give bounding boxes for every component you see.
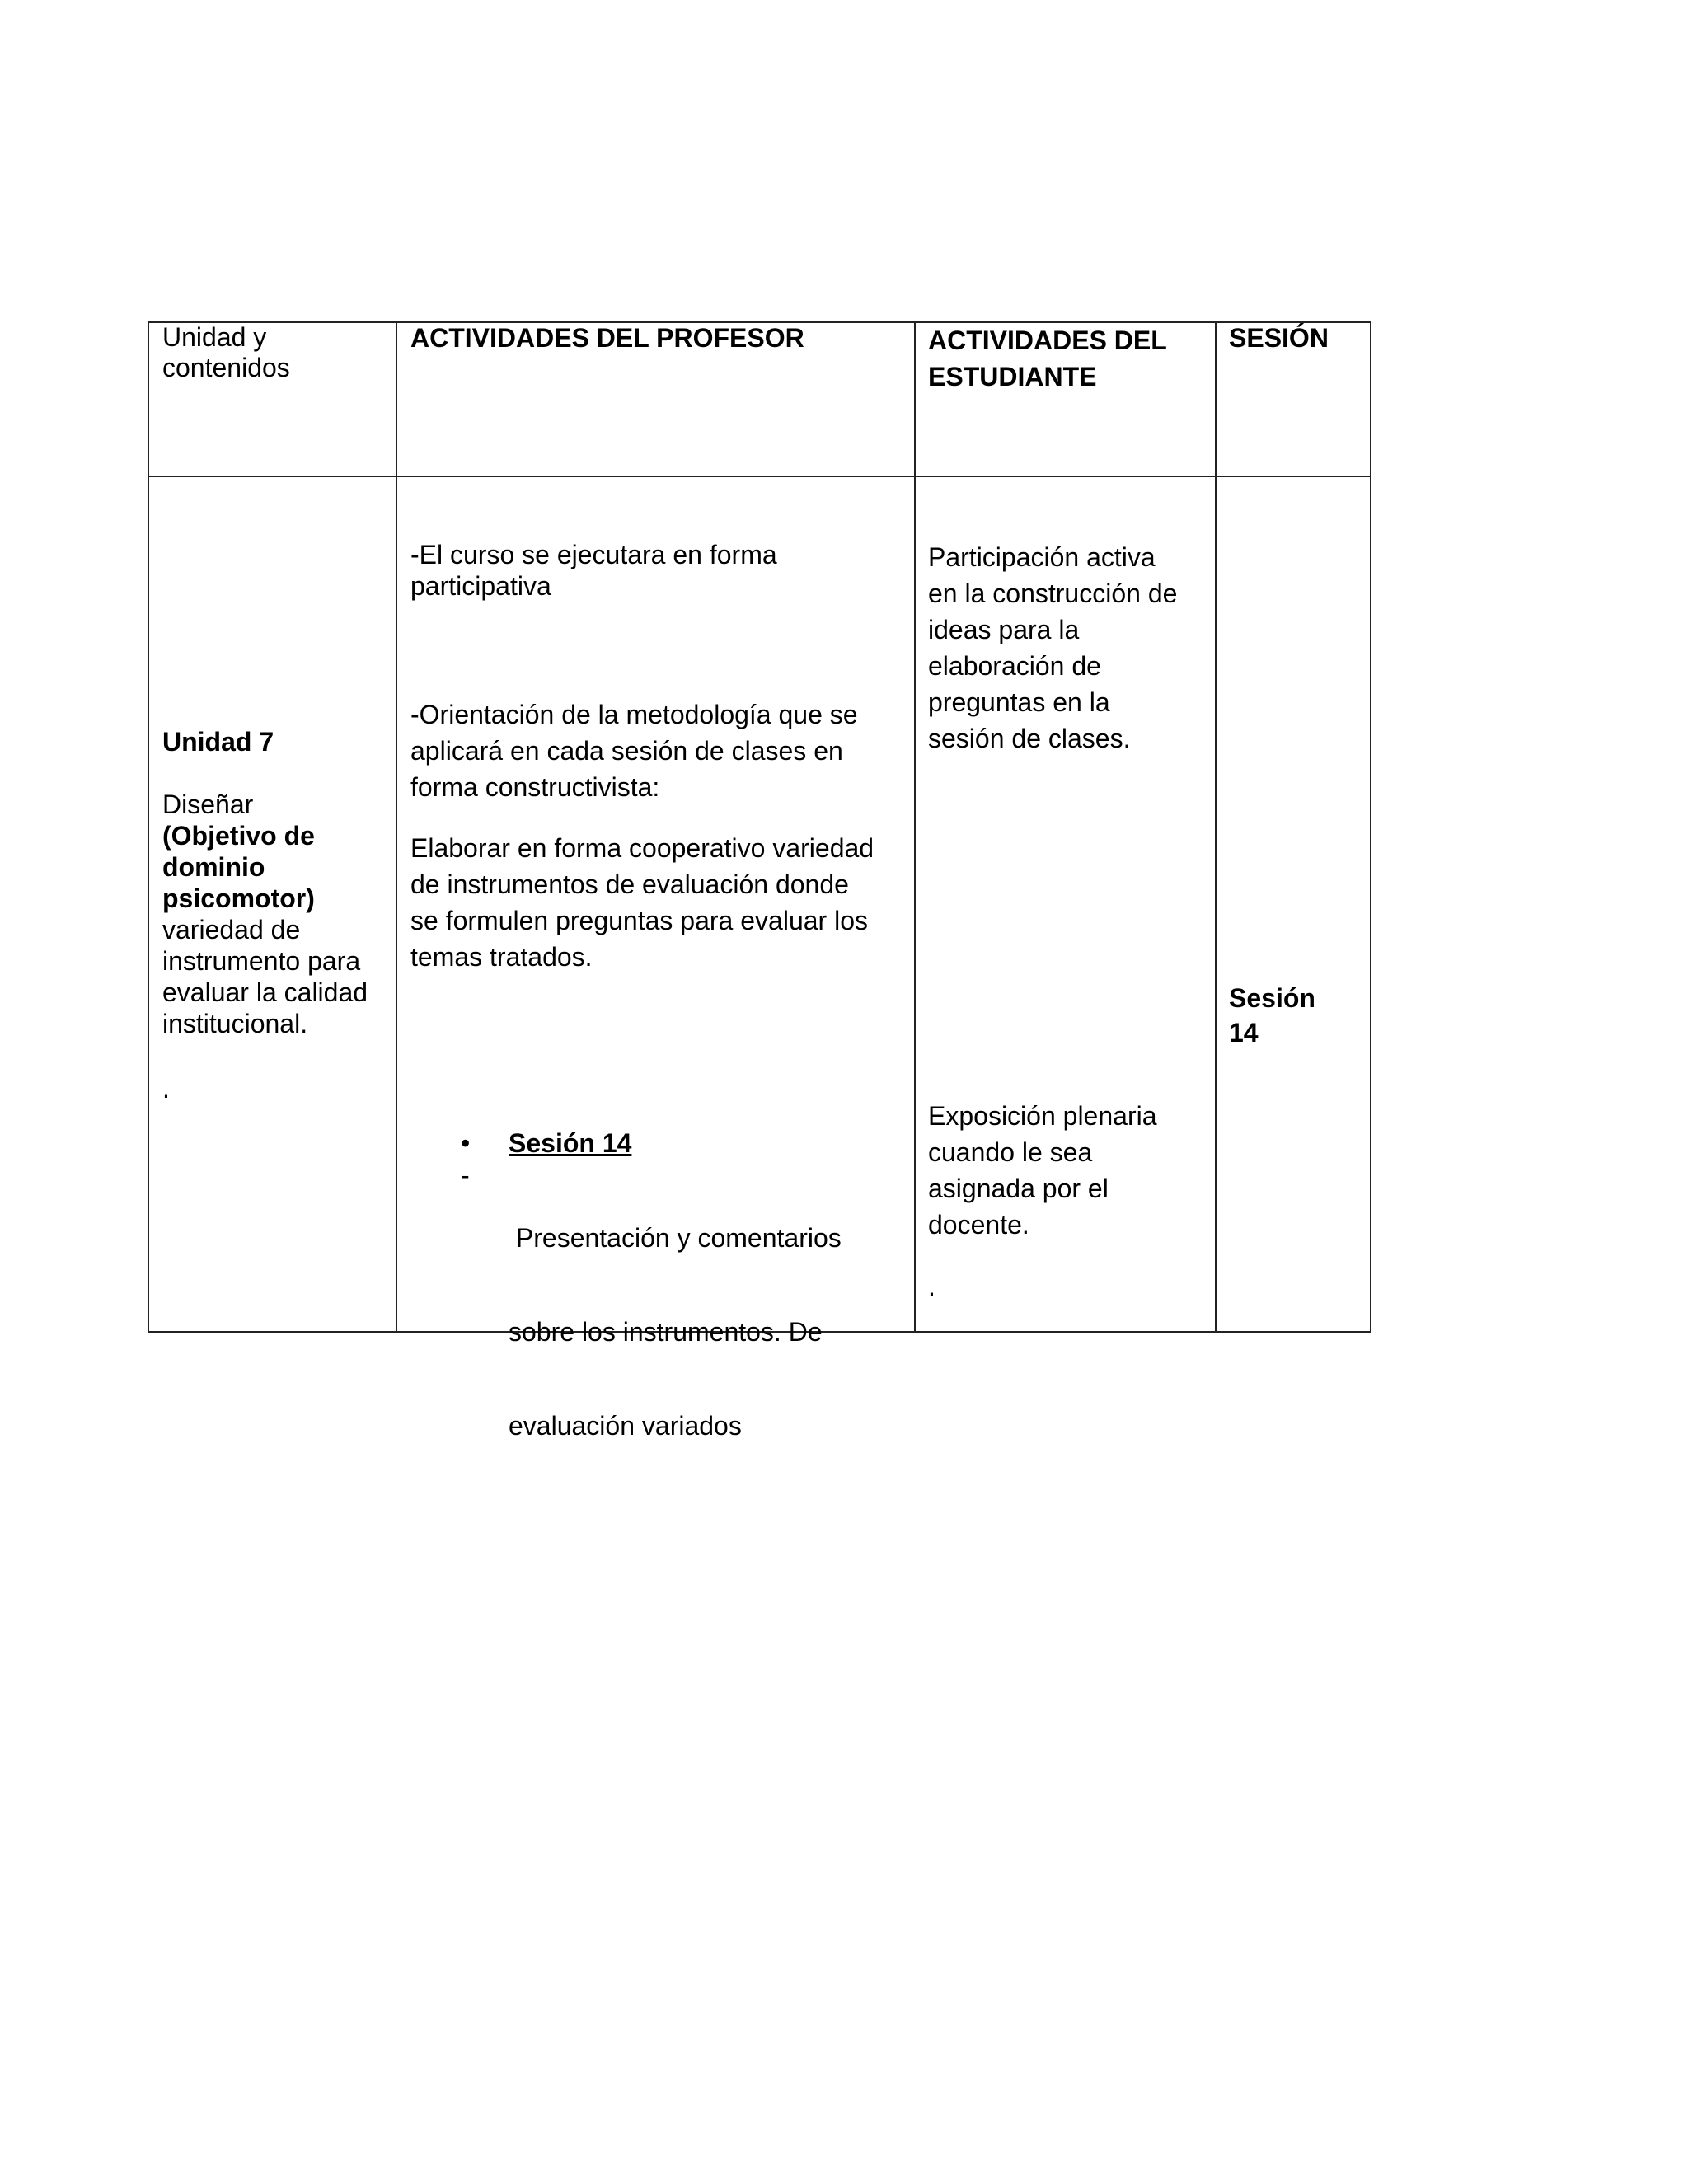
session-label: Sesión 14 [1229, 983, 1315, 1047]
table-row-divider [148, 476, 1372, 477]
unit-description: Diseñar (Objetivo de dominio psicomotor) variedad de instrumento para evaluar la calidad institucional. [162, 790, 368, 1038]
table-col-divider-1 [396, 321, 397, 1333]
dash-icon: - [461, 1160, 470, 1190]
header-unit-contents: Unidad y contenidos [162, 322, 290, 382]
teacher-session-title: Sesión 14 [509, 1128, 632, 1158]
teacher-paragraph-3: Elaborar en forma cooperativo variedad de instrumentos de evaluación donde se formulen preguntas para evaluar los temas tratados. [410, 833, 874, 972]
teacher-session-text: Presentación y comentarios sobre los instrumentos. De evaluación variados [509, 1223, 842, 1441]
table-col-divider-3 [1215, 321, 1217, 1333]
teacher-paragraph-1: -El curso se ejecutara en forma participativa [410, 540, 777, 601]
header-student-activities: ACTIVIDADES DEL ESTUDIANTE [928, 326, 1167, 391]
student-paragraph-2: Exposición plenaria cuando le sea asignada por el docente. [928, 1101, 1157, 1240]
teacher-paragraph-2: -Orientación de la metodología que se aplicará en cada sesión de clases en forma constructivista: [410, 700, 858, 802]
table-border-right [1370, 321, 1372, 1333]
unit-dot: . [162, 1074, 170, 1104]
table-col-divider-2 [914, 321, 916, 1333]
table-border-left [148, 321, 149, 1333]
bullet-icon: • [461, 1128, 471, 1158]
header-session: SESIÓN [1229, 323, 1329, 353]
student-paragraph-1: Participación activa en la construcción de ideas para la elaboración de preguntas en la sesión de clases. [928, 542, 1178, 753]
unit-title: Unidad 7 [162, 727, 274, 757]
header-teacher-activities: ACTIVIDADES DEL PROFESOR [410, 323, 804, 353]
student-dot: . [928, 1272, 935, 1301]
